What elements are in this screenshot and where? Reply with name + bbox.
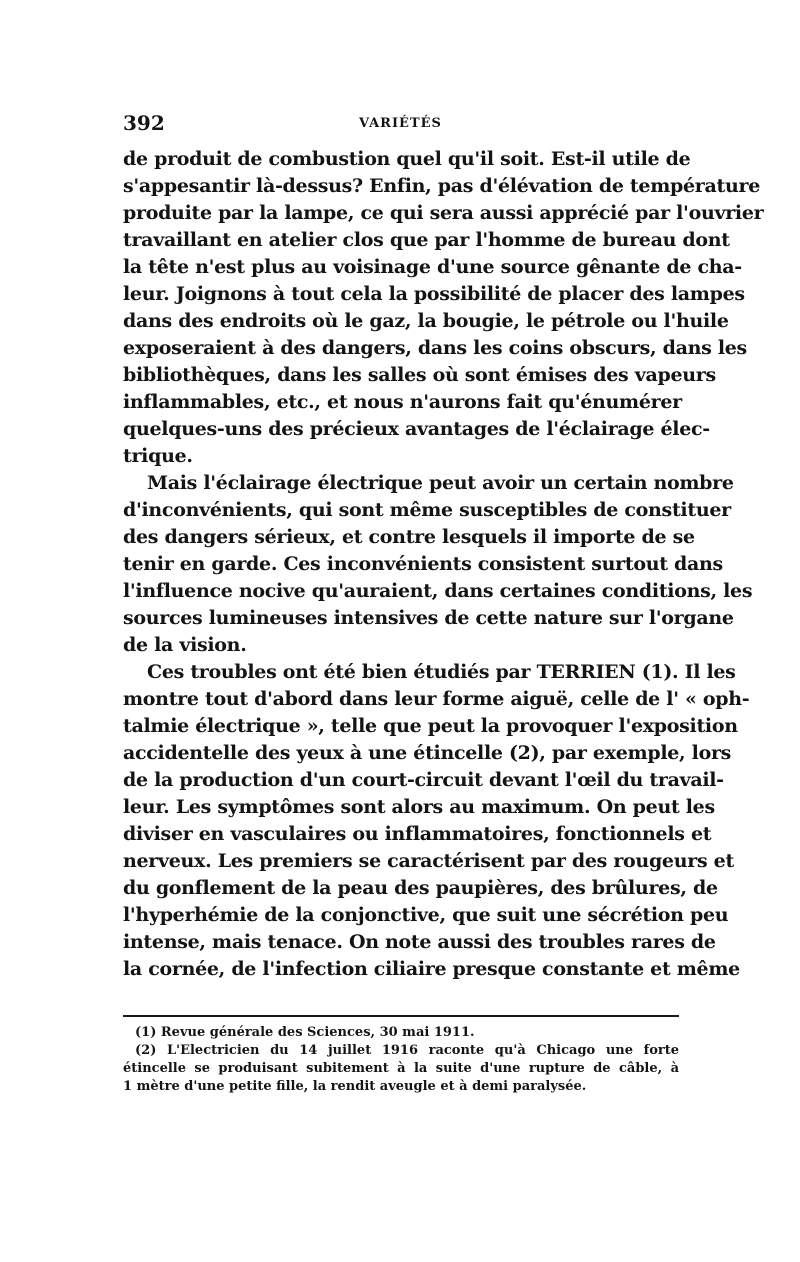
text-line: tenir en garde. Ces inconvénients consistent surtout dans [123,553,723,575]
text-line: l'influence nocive qu'auraient, dans certaines conditions, les [123,580,753,602]
text-line: leur. Les symptômes sont alors au maximum. On peut les [123,796,715,818]
text-line: sources lumineuses intensives de cette nature sur l'organe [123,607,734,629]
text-line: trique. [123,445,193,467]
text-line: des dangers sérieux, et contre lesquels il importe de se [123,526,695,548]
text-line: inflammables, etc., et nous n'aurons fait qu'énumérer [123,391,682,413]
text-line: diviser en vasculaires ou inflammatoires, fonctionnels et [123,823,712,845]
text-line: talmie électrique », telle que peut la provoquer l'exposition [123,715,738,737]
footnote-line: (1) Revue générale des Sciences, 30 mai 1911. [135,1025,475,1040]
footnote-line: 1 mètre d'une petite fille, la rendit aveugle et à demi paralysée. [123,1079,587,1094]
text-line: produite par la lampe, ce qui sera aussi apprécié par l'ouvrier [123,202,764,224]
text-line: la tête n'est plus au voisinage d'une source gênante de cha- [123,256,742,278]
footnote-divider [123,1015,679,1017]
footnote-line: étincelle se produisant subitement à la suite d'une rupture de câble, à [123,1061,679,1076]
text-line: intense, mais tenace. On note aussi des troubles rares de [123,931,716,953]
text-line: Ces troubles ont été bien étudiés par TERRIEN (1). Il les [147,661,736,683]
text-line: de produit de combustion quel qu'il soit. Est-il utile de [123,148,691,170]
text-line: exposeraient à des dangers, dans les coins obscurs, dans les [123,337,747,359]
text-line: s'appesantir là-dessus? Enfin, pas d'élévation de température [123,175,760,197]
footnotes [123,1024,679,1096]
text-line: quelques-uns des précieux avantages de l'éclairage élec- [123,418,710,440]
text-line: nerveux. Les premiers se caractérisent par des rougeurs et [123,850,734,872]
text-line: l'hyperhémie de la conjonctive, que suit une sécrétion peu [123,904,729,926]
text-line: Mais l'éclairage électrique peut avoir un certain nombre [147,472,734,494]
text-line: leur. Joignons à tout cela la possibilité de placer des lampes [123,283,745,305]
text-line: montre tout d'abord dans leur forme aiguë, celle de l' « oph- [123,688,750,710]
text-line: travaillant en atelier clos que par l'homme de bureau dont [123,229,730,251]
text-line: du gonflement de la peau des paupières, des brûlures, de [123,877,718,899]
page-number: 392 [123,111,165,135]
page-header [123,111,679,137]
text-line: la cornée, de l'infection ciliaire presque constante et même [123,958,740,980]
text-line: bibliothèques, dans les salles où sont émises des vapeurs [123,364,716,386]
body-text [123,146,764,983]
text-line: dans des endroits où le gaz, la bougie, le pétrole ou l'huile [123,310,729,332]
running-head: VARIÉTÉS [359,116,442,131]
footnote-line: (2) L'Electricien du 14 juillet 1916 raconte qu'à Chicago une forte [135,1043,679,1058]
text-line: de la production d'un court-circuit devant l'œil du travail- [123,769,724,791]
text-line: de la vision. [123,634,247,656]
text-line: accidentelle des yeux à une étincelle (2), par exemple, lors [123,742,732,764]
text-line: d'inconvénients, qui sont même susceptibles de constituer [123,499,731,521]
